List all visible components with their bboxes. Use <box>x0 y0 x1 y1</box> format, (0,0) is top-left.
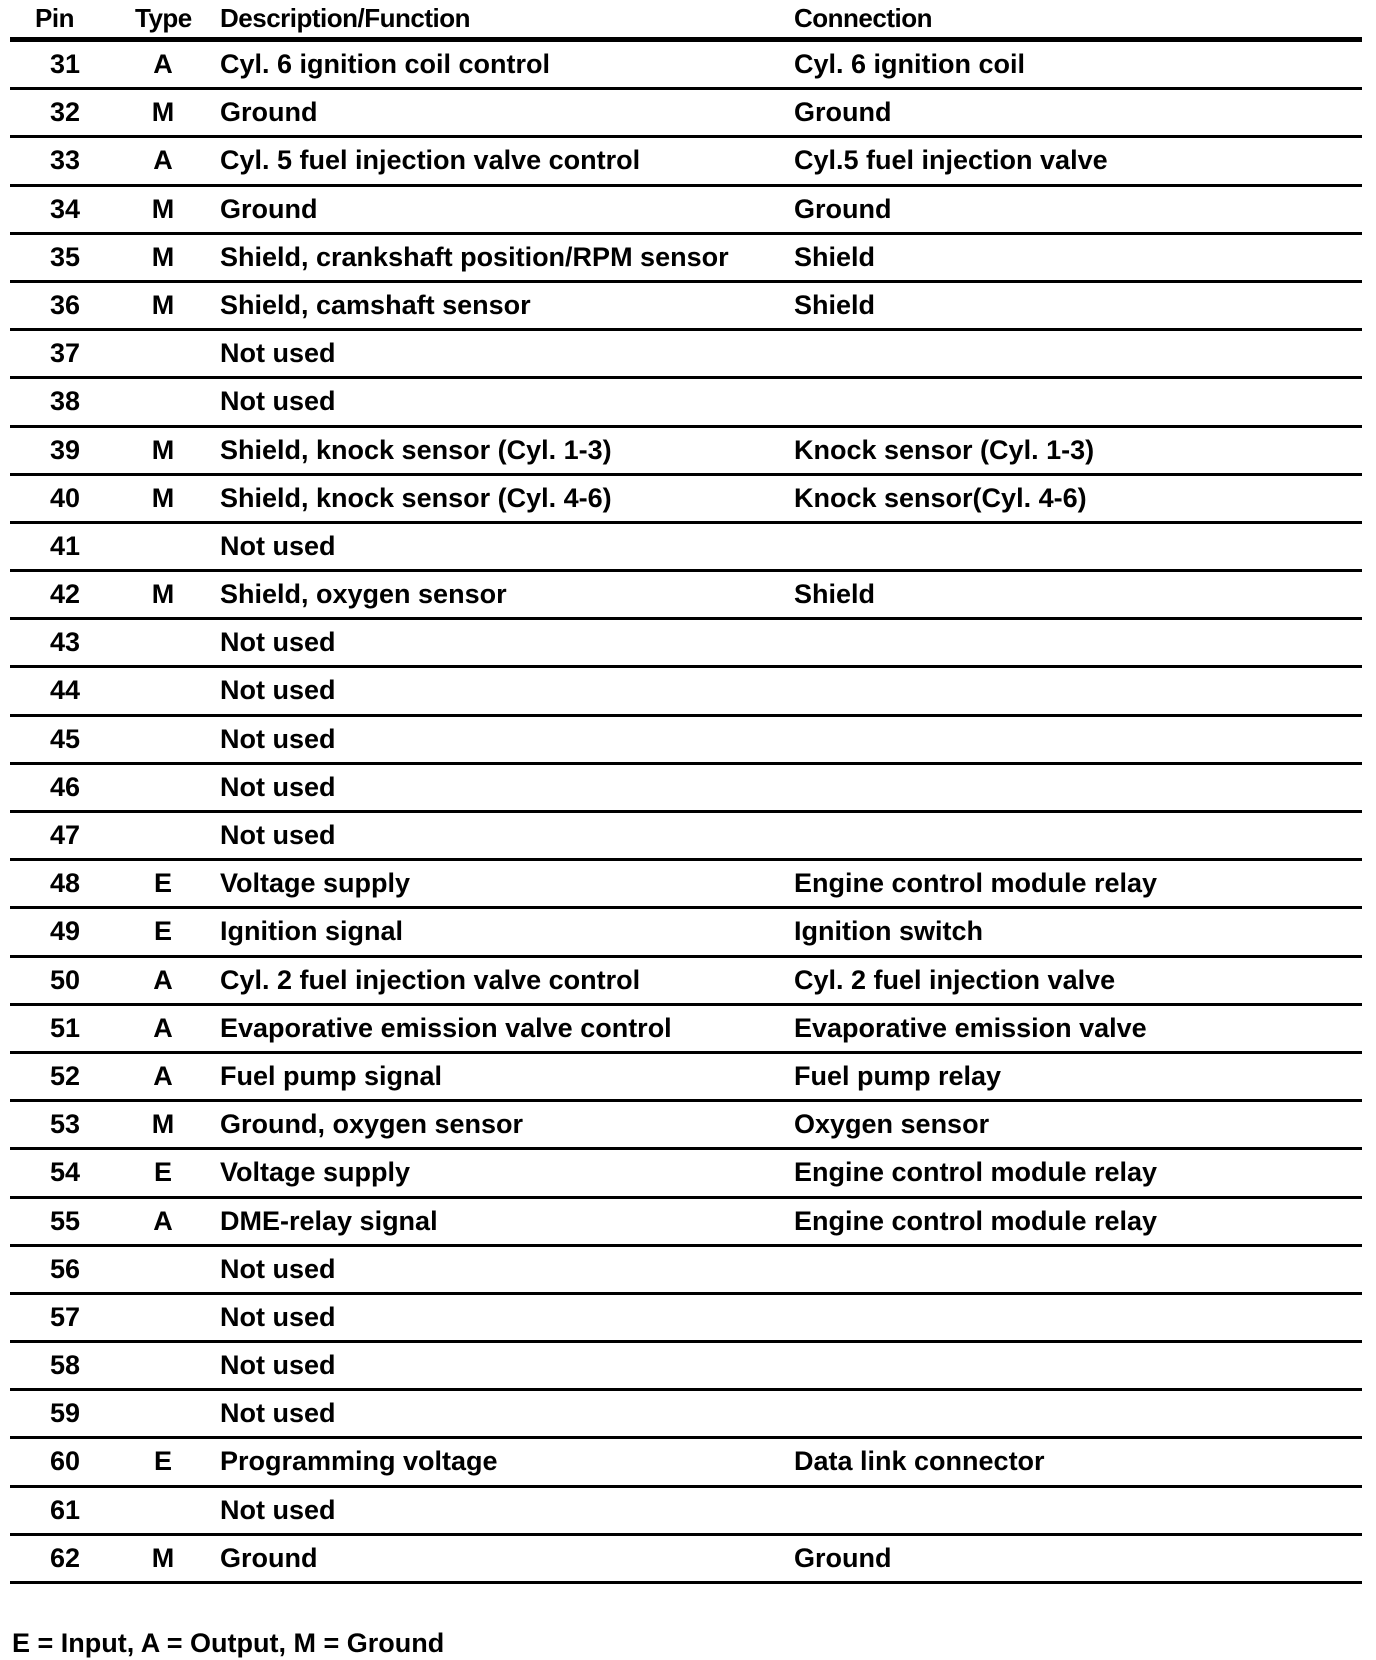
type-cell: M <box>151 1542 175 1573</box>
table-row <box>10 1150 1362 1198</box>
type-cell: M <box>151 579 175 610</box>
pin-cell: 61 <box>49 1494 81 1525</box>
description-cell: Not used <box>220 1253 336 1284</box>
table-body <box>10 42 1362 1584</box>
description-cell: Not used <box>220 820 336 850</box>
pin-cell: 49 <box>49 916 81 947</box>
table-row <box>10 1295 1362 1343</box>
table-row <box>10 909 1362 957</box>
pin-cell: 56 <box>49 1253 81 1284</box>
table-row <box>10 1006 1362 1054</box>
table-row <box>10 42 1362 90</box>
connection-cell: Engine control module relay <box>794 1205 1158 1236</box>
table-header <box>10 0 1362 42</box>
connection-cell: Data link connector <box>794 1446 1045 1477</box>
description-cell: Ground, oxygen sensor <box>220 1109 524 1140</box>
description-cell: Cyl. 2 fuel injection valve control <box>220 964 641 995</box>
type-cell: M <box>151 1109 175 1140</box>
connection-cell: Oxygen sensor <box>794 1109 990 1140</box>
connection-cell: Fuel pump relay <box>794 1060 1002 1091</box>
pin-cell: 46 <box>49 771 81 802</box>
type-cell: M <box>151 482 175 513</box>
type-cell: M <box>151 97 175 128</box>
pin-cell: 52 <box>49 1060 81 1091</box>
connection-cell: Knock sensor(Cyl. 4-6) <box>794 482 1087 513</box>
table-row <box>10 1343 1362 1391</box>
pin-cell: 45 <box>49 723 81 754</box>
description-cell: Ignition signal <box>220 916 403 947</box>
table-row <box>10 861 1362 909</box>
table-row <box>10 1054 1362 1102</box>
description-cell: Voltage supply <box>220 1157 411 1188</box>
pin-cell: 48 <box>49 868 81 899</box>
description-cell: Not used <box>220 1301 336 1332</box>
pin-cell: 50 <box>49 964 81 995</box>
description-cell: Not used <box>220 338 336 369</box>
description-cell: Shield, oxygen sensor <box>220 579 507 610</box>
table-row <box>10 331 1362 379</box>
description-cell: Cyl. 5 fuel injection valve control <box>220 145 641 176</box>
table-row <box>10 524 1362 572</box>
pin-cell: 51 <box>49 1012 81 1043</box>
pin-cell: 35 <box>49 241 81 272</box>
table-row <box>10 572 1362 620</box>
description-cell: Not used <box>220 1398 336 1429</box>
table-row <box>10 1391 1362 1439</box>
type-cell: M <box>151 241 175 272</box>
description-cell: Ground <box>220 1542 318 1573</box>
connection-cell: Cyl. 6 ignition coil <box>794 49 1026 79</box>
pin-cell: 42 <box>49 579 81 610</box>
description-cell: Ground <box>220 193 318 224</box>
table-row <box>10 138 1362 186</box>
table-row <box>10 813 1362 861</box>
type-cell: E <box>153 1157 172 1188</box>
pin-cell: 43 <box>49 627 81 658</box>
type-cell: A <box>153 49 173 79</box>
connection-cell: Engine control module relay <box>794 1157 1158 1188</box>
pin-cell: 33 <box>49 145 81 176</box>
description-cell: Cyl. 6 ignition coil control <box>220 49 551 79</box>
description-cell: Shield, knock sensor (Cyl. 4-6) <box>220 482 612 513</box>
connection-cell: Ignition switch <box>794 916 983 947</box>
description-cell: Not used <box>220 530 336 561</box>
table-row <box>10 1536 1362 1584</box>
connection-cell: Ground <box>794 193 892 224</box>
description-cell: Not used <box>220 1350 336 1381</box>
connection-cell: Evaporative emission valve <box>794 1012 1147 1043</box>
description-cell: Shield, crankshaft position/RPM sensor <box>220 241 729 272</box>
pin-cell: 31 <box>49 49 81 79</box>
table-row <box>10 283 1362 331</box>
description-cell: Shield, camshaft sensor <box>220 289 531 320</box>
table-row <box>10 620 1362 668</box>
pin-table <box>10 0 1362 1584</box>
connection-cell: Engine control module relay <box>794 868 1158 899</box>
table-row <box>10 958 1362 1006</box>
pin-cell: 38 <box>49 386 81 417</box>
header-pin: Pin <box>35 3 74 33</box>
table-row <box>10 476 1362 524</box>
legend: E = Input, A = Output, M = Ground <box>12 1628 445 1658</box>
description-cell: Not used <box>220 386 336 417</box>
description-cell: Evaporative emission valve control <box>220 1012 672 1043</box>
type-cell: A <box>153 1060 173 1091</box>
table-row <box>10 379 1362 427</box>
type-cell: M <box>151 289 175 320</box>
connection-cell: Ground <box>794 97 892 128</box>
header-type: Type <box>135 3 192 33</box>
type-cell: M <box>151 193 175 224</box>
pin-cell: 39 <box>49 434 81 465</box>
pin-cell: 58 <box>49 1350 81 1381</box>
pin-cell: 47 <box>49 820 81 850</box>
connection-cell: Cyl. 2 fuel injection valve <box>794 964 1116 995</box>
description-cell: Not used <box>220 723 336 754</box>
type-cell: E <box>153 916 172 947</box>
table-row <box>10 1439 1362 1487</box>
type-cell: A <box>153 1012 173 1043</box>
table-row <box>10 1488 1362 1536</box>
pin-cell: 62 <box>49 1542 81 1573</box>
description-cell: Not used <box>220 675 336 706</box>
pin-cell: 40 <box>49 482 81 513</box>
pin-cell: 34 <box>49 193 81 224</box>
connection-cell: Cyl.5 fuel injection valve <box>794 145 1108 176</box>
table-row <box>10 717 1362 765</box>
pin-cell: 54 <box>49 1157 81 1188</box>
connection-cell: Shield <box>794 241 876 272</box>
pin-cell: 55 <box>49 1205 81 1236</box>
table-row <box>10 1199 1362 1247</box>
description-cell: DME-relay signal <box>220 1205 438 1236</box>
type-cell: A <box>153 145 173 176</box>
description-cell: Not used <box>220 1494 336 1525</box>
pin-cell: 32 <box>49 97 81 128</box>
pin-cell: 53 <box>49 1109 81 1140</box>
description-cell: Shield, knock sensor (Cyl. 1-3) <box>220 434 612 465</box>
table-row <box>10 765 1362 813</box>
table-row <box>10 1102 1362 1150</box>
connection-cell: Knock sensor (Cyl. 1-3) <box>794 434 1095 465</box>
table-row <box>10 187 1362 235</box>
type-cell: A <box>153 1205 173 1236</box>
table-row <box>10 235 1362 283</box>
description-cell: Not used <box>220 771 336 802</box>
header-connection: Connection <box>794 3 932 33</box>
type-cell: M <box>151 434 175 465</box>
description-cell: Not used <box>220 627 336 658</box>
table-row <box>10 668 1362 716</box>
description-cell: Ground <box>220 97 318 128</box>
pin-cell: 36 <box>49 289 81 320</box>
description-cell: Voltage supply <box>220 868 411 899</box>
pin-cell: 41 <box>49 530 81 561</box>
type-cell: A <box>153 964 173 995</box>
connection-cell: Ground <box>794 1542 892 1573</box>
description-cell: Fuel pump signal <box>220 1060 443 1091</box>
type-cell: E <box>153 868 172 899</box>
connection-cell: Shield <box>794 579 876 610</box>
table-row <box>10 1247 1362 1295</box>
table-row <box>10 90 1362 138</box>
type-cell: E <box>153 1446 172 1477</box>
pin-cell: 59 <box>49 1398 81 1429</box>
description-cell: Programming voltage <box>220 1446 498 1477</box>
pin-cell: 60 <box>49 1446 81 1477</box>
pin-cell: 57 <box>49 1301 81 1332</box>
pin-cell: 37 <box>49 338 81 369</box>
table-row <box>10 428 1362 476</box>
connection-cell: Shield <box>794 289 876 320</box>
header-description: Description/Function <box>220 3 470 33</box>
pin-cell: 44 <box>49 675 81 706</box>
